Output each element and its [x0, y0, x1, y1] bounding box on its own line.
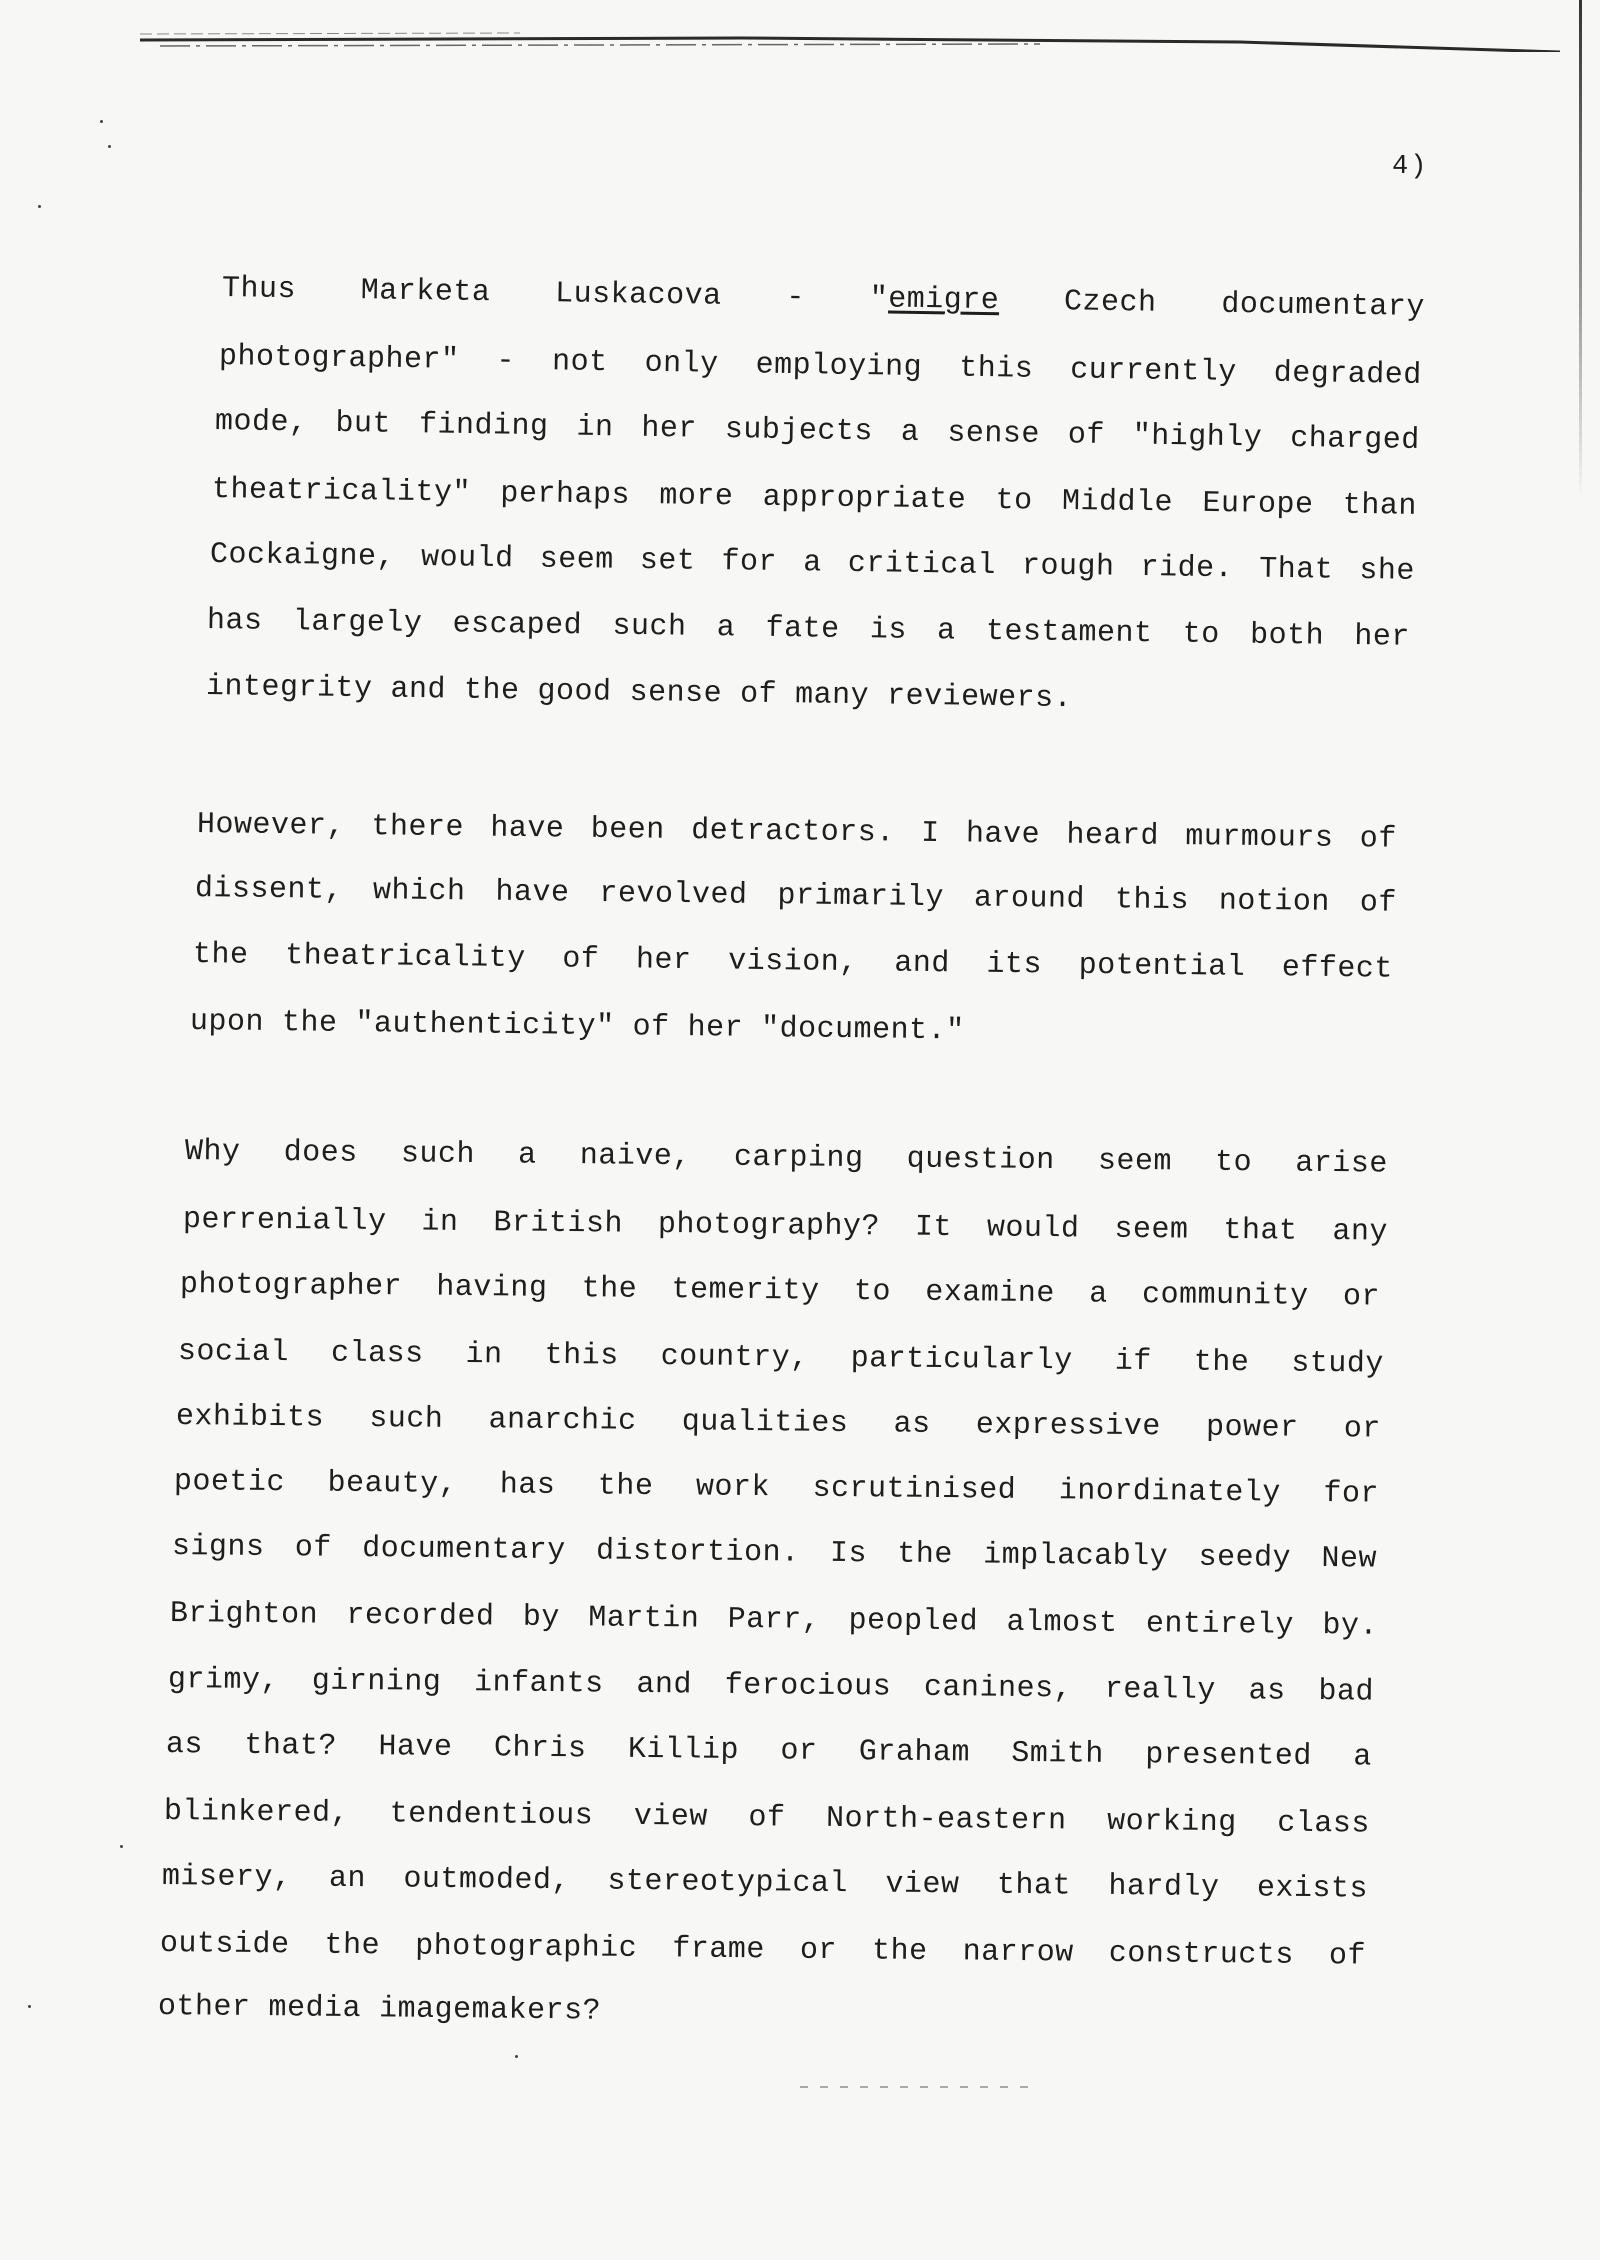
word: which [372, 874, 466, 910]
word: sense [629, 675, 723, 712]
word: arise [1295, 1146, 1389, 1182]
word: Middle [1061, 484, 1174, 521]
word: subjects [724, 413, 874, 450]
word: Chris [493, 1731, 587, 1767]
word: or [799, 1933, 838, 1969]
word: question [906, 1142, 1055, 1179]
word: degraded [1273, 356, 1423, 393]
word: primarily [777, 879, 945, 916]
word: is [869, 613, 908, 648]
word: particularly [850, 1342, 1073, 1379]
text-line [176, 1400, 1381, 1447]
word: a [1089, 1277, 1108, 1312]
word: employing [755, 348, 923, 386]
word: documentary [362, 1531, 566, 1569]
word: her [641, 411, 698, 447]
word: her [1354, 620, 1411, 655]
word: this [958, 351, 1034, 387]
word: qualities [681, 1405, 849, 1442]
word: mode, [214, 405, 308, 441]
word: in [576, 410, 614, 446]
word: photographer" [218, 340, 460, 378]
word: entirely [1145, 1607, 1295, 1643]
word: and [894, 946, 951, 982]
word: would [420, 540, 514, 577]
word: hardly [1108, 1869, 1220, 1906]
word: that [1223, 1213, 1298, 1249]
word: grimy, [167, 1663, 280, 1699]
word: been [590, 812, 665, 848]
word: Marketa [360, 274, 491, 311]
scan-speck [120, 1845, 123, 1848]
word: the [1193, 1345, 1250, 1381]
word: have [965, 817, 1041, 853]
word: anarchic [488, 1403, 637, 1439]
word: photographer [179, 1268, 403, 1305]
word: outside [159, 1927, 290, 1963]
word: this [544, 1338, 619, 1374]
word: has [499, 1468, 556, 1503]
word: potential [1078, 948, 1246, 985]
word: - [496, 344, 516, 379]
word: ferocious [724, 1668, 892, 1705]
word: documentary [1221, 287, 1426, 325]
word: effect [1281, 951, 1394, 987]
word: implacably [982, 1538, 1169, 1575]
text-line [160, 1927, 1366, 1974]
word: the [597, 1469, 654, 1505]
word: the [897, 1537, 954, 1573]
word: beauty, [327, 1466, 458, 1502]
word: recorded [346, 1598, 495, 1635]
word: working [1107, 1804, 1237, 1841]
word: such [369, 1402, 444, 1437]
text-line [219, 340, 1422, 393]
word: detractors. [690, 814, 895, 851]
text-line [193, 938, 1393, 987]
text-line [212, 473, 1417, 524]
word: for [721, 545, 778, 580]
word: perrenially [182, 1203, 387, 1240]
word: have [490, 811, 565, 847]
word: her [635, 943, 692, 979]
word: seem [1097, 1144, 1173, 1180]
word: Graham [858, 1735, 971, 1771]
scan-speck [38, 205, 41, 208]
word: theatricality [284, 939, 526, 977]
word: such [612, 609, 687, 645]
word: of [562, 942, 600, 977]
word: view [885, 1867, 960, 1903]
text-line [207, 604, 1410, 655]
word: Czech [1063, 285, 1157, 321]
word: a [1353, 1740, 1373, 1775]
text-line [210, 538, 1415, 589]
word: of [1328, 1939, 1367, 1974]
word: by. [1322, 1609, 1379, 1644]
word: has [206, 604, 263, 639]
word: the [324, 1928, 381, 1964]
text-line [178, 1335, 1384, 1382]
word: I [920, 816, 940, 852]
word: - [786, 280, 806, 316]
word: expressive [975, 1408, 1162, 1445]
word: of [739, 677, 778, 712]
word: It [914, 1210, 953, 1246]
top-scan-rule [140, 30, 1560, 52]
text-line [215, 405, 1420, 458]
word: there [371, 810, 465, 846]
word: New [1321, 1542, 1378, 1577]
word: heard [1066, 818, 1160, 854]
word: and [636, 1667, 693, 1703]
word: rough [1021, 549, 1115, 585]
word: almost [1006, 1605, 1118, 1641]
word: good [537, 674, 612, 710]
word: fate [765, 611, 840, 647]
word: would [986, 1211, 1080, 1247]
word: inordinately [1058, 1474, 1281, 1511]
word: of [1359, 822, 1397, 857]
text-line [197, 808, 1397, 857]
text-line [206, 670, 1409, 721]
word: or [1342, 1280, 1381, 1315]
word: any [1332, 1215, 1389, 1250]
word: to [1214, 1145, 1253, 1181]
word: that [996, 1868, 1072, 1904]
word: exists [1256, 1871, 1369, 1907]
word: of [294, 1531, 333, 1566]
word: bad [1318, 1675, 1375, 1710]
word: social [177, 1335, 290, 1371]
word: tendentious [389, 1797, 594, 1834]
word: to [995, 483, 1033, 519]
word: critical [847, 546, 997, 583]
word: Why [184, 1135, 241, 1170]
word: examine [925, 1275, 1056, 1312]
word: a [802, 546, 822, 581]
word: study [1291, 1346, 1385, 1382]
word: the [581, 1272, 638, 1307]
text-line [158, 1990, 1364, 2037]
word: or [780, 1734, 818, 1769]
word: presented [1145, 1738, 1313, 1774]
word: by [522, 1600, 561, 1636]
word: Smith [1011, 1736, 1105, 1772]
word: seem [539, 542, 615, 578]
word: canines, [923, 1670, 1073, 1707]
scan-speck [108, 145, 111, 148]
word: or [1343, 1412, 1382, 1447]
word: such [400, 1137, 476, 1173]
page-number: 4) [1392, 152, 1429, 182]
word: power [1205, 1410, 1299, 1446]
word: constructs [1108, 1936, 1294, 1973]
word: that? [244, 1728, 338, 1764]
word: ride. [1140, 550, 1234, 587]
word: in [465, 1338, 503, 1373]
text-line [162, 1860, 1368, 1907]
word: charged [1289, 421, 1421, 458]
word: That [1258, 552, 1334, 588]
word: to [853, 1275, 892, 1310]
word: other [157, 1990, 251, 2025]
word: scrutinised [812, 1471, 1017, 1508]
word: temerity [671, 1273, 820, 1309]
word: set [639, 544, 696, 579]
word: appropriate [762, 480, 967, 518]
word: North-eastern [825, 1801, 1067, 1839]
text-line [172, 1530, 1377, 1577]
word: Europe [1202, 486, 1314, 523]
word: signs [171, 1530, 265, 1565]
word: of [1067, 418, 1106, 453]
word: revolved [599, 876, 748, 913]
word: of [1359, 886, 1398, 921]
word: exhibits [175, 1400, 325, 1436]
word: class [1277, 1806, 1371, 1842]
word: in [421, 1205, 459, 1240]
word: but [335, 406, 392, 442]
word: escaped [452, 607, 583, 644]
word: British [493, 1206, 624, 1242]
word: seem [1114, 1212, 1189, 1248]
text-line [185, 1135, 1388, 1182]
word: having [436, 1270, 548, 1306]
text-line [170, 1597, 1378, 1644]
word: both [1249, 618, 1325, 654]
word: currently [1069, 353, 1238, 390]
word: really [1104, 1672, 1217, 1708]
word: Killip [627, 1732, 740, 1768]
word: narrow [962, 1935, 1074, 1971]
word: largely [292, 605, 423, 642]
word: class [330, 1336, 424, 1372]
word: the [463, 673, 520, 709]
word: Brighton [169, 1597, 319, 1633]
word: media [268, 1991, 362, 2027]
word: frame [672, 1932, 766, 1968]
word: more [659, 479, 734, 515]
word: to [1182, 617, 1221, 653]
text-line [164, 1795, 1370, 1842]
word: testament [985, 614, 1153, 652]
word: than [1342, 488, 1418, 524]
word: blinkered, [163, 1795, 350, 1831]
word: Luskacova [554, 277, 722, 314]
word: "highly [1132, 419, 1263, 456]
text-line [168, 1663, 1374, 1710]
word: as [1248, 1674, 1286, 1709]
text-line [180, 1268, 1380, 1315]
word: work [695, 1470, 771, 1506]
word: distortion. [595, 1534, 800, 1571]
word: only [644, 346, 719, 382]
word: its [986, 947, 1043, 983]
word: finding [418, 408, 549, 445]
word: notion [1218, 884, 1331, 920]
text-line [222, 272, 1425, 325]
word: carping [733, 1140, 864, 1177]
word: upon [189, 1005, 265, 1040]
scan-right-edge [1579, 0, 1582, 500]
word: of [632, 1010, 670, 1045]
word: of [748, 1801, 786, 1836]
word: for [1323, 1477, 1380, 1512]
word: as [165, 1728, 204, 1763]
word: country, [660, 1340, 809, 1376]
word: sense [947, 416, 1041, 452]
word: a [716, 611, 736, 646]
word: seedy [1198, 1540, 1292, 1576]
word: a [936, 614, 956, 649]
word: Thus [221, 272, 297, 308]
word: as [893, 1407, 931, 1442]
word: does [283, 1136, 358, 1171]
word: the [871, 1934, 928, 1970]
word: reviewers. [886, 679, 1073, 717]
word: not [551, 345, 608, 381]
word: view [633, 1799, 708, 1835]
text-line [166, 1728, 1372, 1775]
word: dissent, [194, 872, 344, 908]
word: Is [829, 1536, 868, 1572]
word: her [687, 1011, 744, 1046]
word: the [281, 1006, 338, 1041]
text-line [195, 872, 1397, 921]
word: girning [311, 1664, 442, 1700]
word: if [1114, 1344, 1152, 1380]
word: and [390, 672, 447, 708]
word: the [192, 938, 249, 973]
word: a [517, 1138, 537, 1173]
word: However, [196, 808, 346, 844]
word: integrity [205, 670, 373, 707]
word: around [973, 881, 1086, 917]
word: theatricality" [211, 473, 472, 511]
word: many [794, 678, 870, 714]
word: peopled [848, 1604, 979, 1640]
word: misery, [161, 1860, 292, 1896]
word: perhaps [500, 477, 631, 513]
word: infants [473, 1666, 604, 1702]
text-line [174, 1465, 1379, 1512]
word: outmoded, [403, 1862, 571, 1899]
scan-speck [100, 120, 103, 123]
word: an [328, 1861, 367, 1897]
word: "emigre [869, 282, 1000, 319]
word: a [900, 415, 920, 451]
word: "document." [760, 1011, 965, 1049]
word: poetic [173, 1465, 286, 1501]
text-line [183, 1203, 1388, 1250]
word: murmours [1185, 820, 1334, 856]
word: community [1141, 1278, 1309, 1314]
word: imagemakers? [378, 1992, 602, 2029]
word: Parr, [727, 1602, 821, 1638]
word: vision, [727, 944, 858, 981]
word: Have [378, 1730, 453, 1765]
word: Martin [588, 1601, 700, 1637]
scan-speck [515, 2055, 518, 2058]
text-line [190, 1005, 1390, 1054]
word: stereotypical [607, 1864, 849, 1902]
scan-speck [28, 2005, 31, 2008]
word: this [1114, 883, 1190, 919]
word: Cockaigne, [209, 538, 396, 575]
word: photography? [657, 1207, 881, 1245]
word: she [1359, 554, 1416, 589]
word: "authenticity" [355, 1007, 615, 1045]
bottom-scan-mark [800, 2086, 1040, 2088]
word: have [495, 875, 570, 911]
word: photographic [415, 1929, 638, 1966]
word: naive, [579, 1139, 691, 1175]
